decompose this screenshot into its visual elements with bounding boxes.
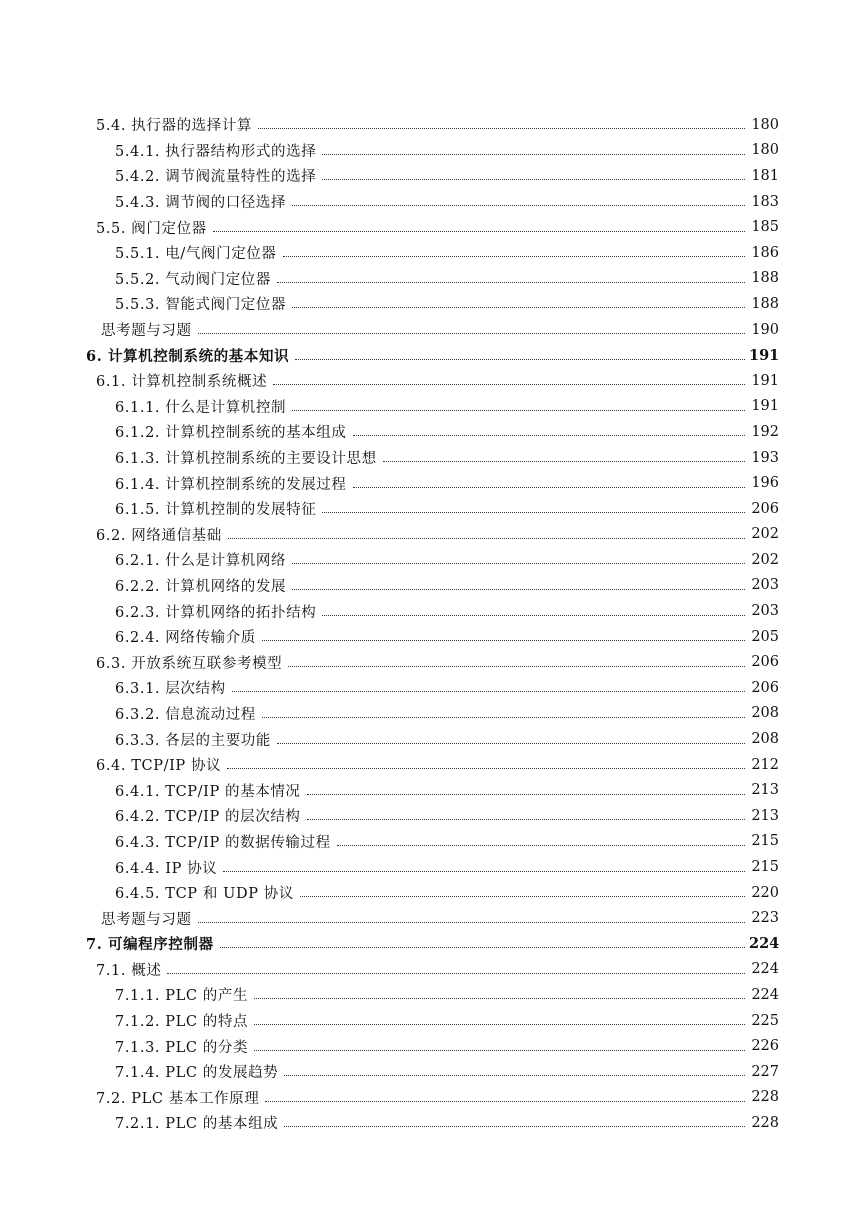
dot-leader bbox=[337, 845, 745, 846]
toc-entry-page-number: 196 bbox=[751, 475, 779, 492]
dot-leader bbox=[292, 307, 745, 308]
dot-leader bbox=[198, 922, 745, 923]
toc-entry[interactable] bbox=[0, 829, 868, 855]
toc-entry-title: 6.4.4. IP 协议 bbox=[115, 860, 218, 877]
toc-entry[interactable] bbox=[0, 496, 868, 522]
dot-leader bbox=[284, 1075, 745, 1076]
toc-entry[interactable] bbox=[0, 1059, 868, 1085]
toc-entry[interactable] bbox=[0, 752, 868, 778]
toc-entry[interactable] bbox=[0, 445, 868, 471]
toc-entry-page-number: 212 bbox=[751, 756, 779, 773]
toc-entry[interactable] bbox=[0, 854, 868, 880]
toc-entry-title: 7.2.1. PLC 的基本组成 bbox=[115, 1116, 279, 1133]
toc-entry[interactable] bbox=[0, 982, 868, 1008]
toc-entry[interactable] bbox=[0, 189, 868, 215]
toc-entry[interactable] bbox=[0, 266, 868, 292]
toc-entry-page-number: 227 bbox=[751, 1063, 779, 1080]
toc-entry-title: 6. 计算机控制系统的基本知识 bbox=[86, 347, 290, 365]
toc-entry-title: 5.4.3. 调节阀的口径选择 bbox=[115, 195, 287, 212]
toc-entry-title: 5.4.2. 调节阀流量特性的选择 bbox=[115, 169, 317, 186]
toc-entry-page-number: 181 bbox=[751, 167, 779, 184]
toc-entry-page-number: 213 bbox=[751, 807, 779, 824]
dot-leader bbox=[353, 487, 745, 488]
toc-entry-title: 5.5.3. 智能式阀门定位器 bbox=[115, 297, 287, 314]
toc-entry[interactable] bbox=[0, 342, 868, 368]
toc-entry-title: 6.3.2. 信息流动过程 bbox=[115, 706, 256, 723]
dot-leader bbox=[228, 538, 745, 539]
toc-entry-title: 6.2. 网络通信基础 bbox=[96, 527, 222, 544]
toc-entry-title: 5.4.1. 执行器结构形式的选择 bbox=[115, 143, 317, 160]
toc-entry[interactable] bbox=[0, 163, 868, 189]
toc-entry[interactable] bbox=[0, 1033, 868, 1059]
toc-entry-page-number: 215 bbox=[751, 859, 779, 876]
dot-leader bbox=[292, 205, 745, 206]
dot-leader bbox=[273, 384, 745, 385]
dot-leader bbox=[223, 871, 745, 872]
toc-entry-title: 7.2. PLC 基本工作原理 bbox=[96, 1090, 260, 1107]
toc-entry-page-number: 206 bbox=[751, 679, 779, 696]
dot-leader bbox=[277, 282, 745, 283]
dot-leader bbox=[254, 1024, 745, 1025]
toc-entry[interactable] bbox=[0, 649, 868, 675]
toc-entry-title: 6.4.2. TCP/IP 的层次结构 bbox=[115, 809, 301, 826]
toc-entry[interactable] bbox=[0, 470, 868, 496]
toc-entry[interactable] bbox=[0, 1085, 868, 1111]
toc-entry-page-number: 191 bbox=[751, 372, 779, 389]
dot-leader bbox=[322, 154, 745, 155]
dot-leader bbox=[292, 410, 745, 411]
toc-entry-title: 6.2.3. 计算机网络的拓扑结构 bbox=[115, 604, 317, 621]
dot-leader bbox=[220, 947, 745, 948]
toc-entry-page-number: 224 bbox=[751, 986, 779, 1003]
toc-entry-title: 5.5. 阀门定位器 bbox=[96, 220, 207, 237]
toc-entry-page-number: 208 bbox=[751, 705, 779, 722]
toc-entry-title: 6.1.5. 计算机控制的发展特征 bbox=[115, 502, 317, 519]
toc-entry[interactable] bbox=[0, 598, 868, 624]
toc-entry-title: 5.4. 执行器的选择计算 bbox=[96, 118, 253, 135]
toc-entry-page-number: 226 bbox=[751, 1038, 779, 1055]
dot-leader bbox=[254, 1050, 745, 1051]
toc-entry-page-number: 186 bbox=[751, 244, 779, 261]
toc-entry[interactable] bbox=[0, 547, 868, 573]
toc-entry[interactable] bbox=[0, 291, 868, 317]
toc-entry-page-number: 185 bbox=[751, 219, 779, 236]
toc-entry-page-number: 203 bbox=[751, 577, 779, 594]
toc-entry-title: 思考题与习题 bbox=[101, 911, 192, 928]
toc-entry-title: 6.3.1. 层次结构 bbox=[115, 681, 226, 698]
toc-entry-page-number: 215 bbox=[751, 833, 779, 850]
toc-entry-title: 7.1. 概述 bbox=[96, 962, 162, 979]
toc-entry-title: 7.1.4. PLC 的发展趋势 bbox=[115, 1065, 279, 1082]
toc-entry-title: 6.1.3. 计算机控制系统的主要设计思想 bbox=[115, 451, 377, 468]
toc-entry[interactable] bbox=[0, 394, 868, 420]
dot-leader bbox=[284, 1126, 745, 1127]
toc-entry[interactable] bbox=[0, 1008, 868, 1034]
toc-entry-title: 7. 可编程序控制器 bbox=[86, 936, 214, 954]
toc-entry[interactable] bbox=[0, 419, 868, 445]
toc-entry-page-number: 188 bbox=[751, 270, 779, 287]
dot-leader bbox=[307, 819, 745, 820]
toc-entry-title: 6.1.2. 计算机控制系统的基本组成 bbox=[115, 425, 347, 442]
toc-entry-page-number: 224 bbox=[749, 935, 780, 953]
toc-entry[interactable] bbox=[0, 240, 868, 266]
toc-entry[interactable] bbox=[0, 368, 868, 394]
toc-entry-title: 6.3. 开放系统互联参考模型 bbox=[96, 655, 283, 672]
toc-entry-title: 思考题与习题 bbox=[101, 323, 192, 340]
dot-leader bbox=[383, 461, 745, 462]
dot-leader bbox=[300, 896, 745, 897]
toc-entry-page-number: 223 bbox=[751, 910, 779, 927]
dot-leader bbox=[232, 691, 745, 692]
toc-entry[interactable] bbox=[0, 112, 868, 138]
toc-entry[interactable] bbox=[0, 624, 868, 650]
toc-entry-title: 6.1.4. 计算机控制系统的发展过程 bbox=[115, 476, 347, 493]
toc-entry-page-number: 188 bbox=[751, 295, 779, 312]
toc-entry[interactable] bbox=[0, 957, 868, 983]
dot-leader bbox=[295, 359, 745, 360]
toc-entry-title: 6.4.5. TCP 和 UDP 协议 bbox=[115, 886, 294, 903]
toc-entry[interactable] bbox=[0, 522, 868, 548]
toc-entry[interactable] bbox=[0, 905, 868, 931]
dot-leader bbox=[292, 589, 745, 590]
dot-leader bbox=[292, 563, 745, 564]
toc-entry-page-number: 228 bbox=[751, 1114, 779, 1131]
dot-leader bbox=[262, 640, 745, 641]
toc-entry-page-number: 203 bbox=[751, 603, 779, 620]
toc-entry-title: 6.2.1. 什么是计算机网络 bbox=[115, 553, 287, 570]
toc-entry-page-number: 191 bbox=[751, 398, 779, 415]
toc-entry[interactable] bbox=[0, 701, 868, 727]
toc-entry[interactable] bbox=[0, 803, 868, 829]
toc-entry[interactable] bbox=[0, 573, 868, 599]
toc-entry-page-number: 220 bbox=[751, 884, 779, 901]
toc-entry-page-number: 213 bbox=[751, 782, 779, 799]
toc-entry-title: 7.1.1. PLC 的产生 bbox=[115, 988, 249, 1005]
dot-leader bbox=[227, 768, 745, 769]
toc-entry-page-number: 180 bbox=[751, 142, 779, 159]
dot-leader bbox=[353, 435, 745, 436]
toc-entry-title: 6.1.1. 什么是计算机控制 bbox=[115, 399, 287, 416]
toc-entry-page-number: 180 bbox=[751, 116, 779, 133]
toc-entry-title: 7.1.3. PLC 的分类 bbox=[115, 1039, 249, 1056]
dot-leader bbox=[283, 256, 746, 257]
dot-leader bbox=[198, 333, 745, 334]
dot-leader bbox=[322, 179, 745, 180]
dot-leader bbox=[167, 973, 745, 974]
dot-leader bbox=[322, 512, 745, 513]
toc-entry-page-number: 191 bbox=[749, 346, 780, 364]
toc-entry-page-number: 202 bbox=[751, 551, 779, 568]
dot-leader bbox=[262, 717, 745, 718]
dot-leader bbox=[288, 666, 745, 667]
toc-entry-title: 6.1. 计算机控制系统概述 bbox=[96, 374, 268, 391]
toc-entry-title: 6.3.3. 各层的主要功能 bbox=[115, 732, 272, 749]
toc-entry[interactable] bbox=[0, 880, 868, 906]
toc-entry-title: 6.4. TCP/IP 协议 bbox=[96, 758, 222, 775]
toc-entry[interactable] bbox=[0, 675, 868, 701]
toc-entry[interactable] bbox=[0, 1110, 868, 1136]
dot-leader bbox=[213, 231, 745, 232]
toc-entry-title: 6.4.3. TCP/IP 的数据传输过程 bbox=[115, 834, 331, 851]
dot-leader bbox=[322, 615, 745, 616]
toc-entry[interactable] bbox=[0, 138, 868, 164]
dot-leader bbox=[258, 128, 745, 129]
toc-entry[interactable] bbox=[0, 214, 868, 240]
table-of-contents bbox=[0, 112, 868, 1136]
toc-entry[interactable] bbox=[0, 317, 868, 343]
toc-entry-page-number: 208 bbox=[751, 731, 779, 748]
toc-entry-title: 6.4.1. TCP/IP 的基本情况 bbox=[115, 783, 301, 800]
toc-entry-title: 6.2.4. 网络传输介质 bbox=[115, 630, 256, 647]
toc-entry-title: 5.5.1. 电/气阀门定位器 bbox=[115, 246, 277, 263]
dot-leader bbox=[307, 794, 745, 795]
toc-entry-page-number: 206 bbox=[751, 654, 779, 671]
dot-leader bbox=[265, 1101, 745, 1102]
toc-entry-page-number: 224 bbox=[751, 961, 779, 978]
toc-entry[interactable] bbox=[0, 931, 868, 957]
toc-entry-page-number: 228 bbox=[751, 1089, 779, 1106]
toc-entry-page-number: 202 bbox=[751, 526, 779, 543]
toc-entry-page-number: 183 bbox=[751, 193, 779, 210]
toc-entry-title: 6.2.2. 计算机网络的发展 bbox=[115, 578, 287, 595]
toc-entry-title: 5.5.2. 气动阀门定位器 bbox=[115, 271, 272, 288]
toc-entry-page-number: 193 bbox=[751, 449, 779, 466]
toc-entry-page-number: 206 bbox=[751, 500, 779, 517]
dot-leader bbox=[254, 998, 745, 999]
toc-entry-title: 7.1.2. PLC 的特点 bbox=[115, 1014, 249, 1031]
toc-entry-page-number: 192 bbox=[751, 423, 779, 440]
toc-entry-page-number: 190 bbox=[751, 321, 779, 338]
toc-entry-page-number: 205 bbox=[751, 628, 779, 645]
toc-entry[interactable] bbox=[0, 777, 868, 803]
toc-entry-page-number: 225 bbox=[751, 1012, 779, 1029]
dot-leader bbox=[277, 743, 745, 744]
toc-entry[interactable] bbox=[0, 726, 868, 752]
